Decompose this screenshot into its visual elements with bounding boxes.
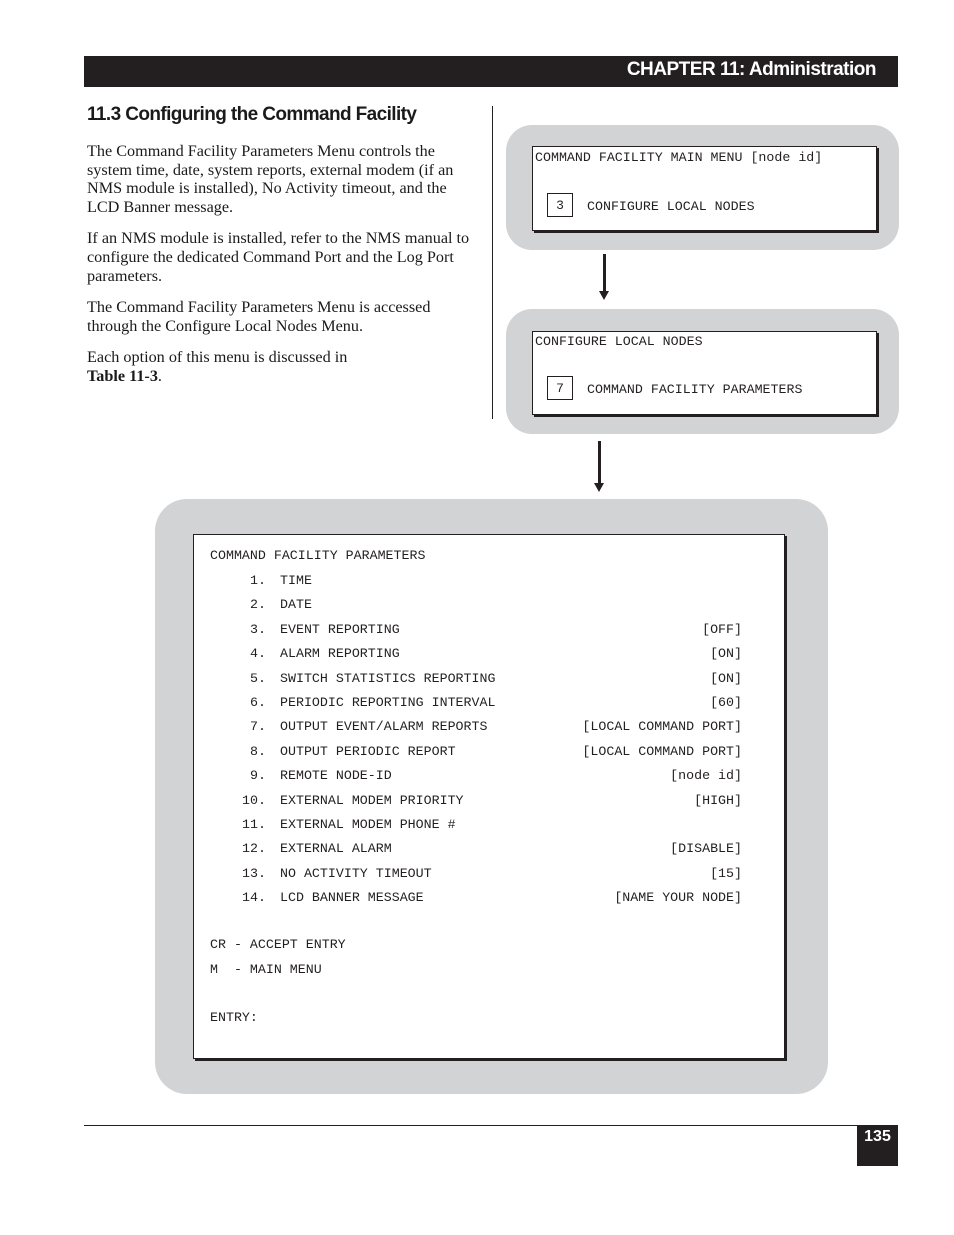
parameter-label: OUTPUT EVENT/ALARM REPORTS [280,719,488,735]
parameter-value: [LOCAL COMMAND PORT] [582,743,742,759]
parameter-number: 6. [250,695,266,710]
table-reference: Table 11-3 [87,366,158,385]
parameter-label: OUTPUT PERIODIC REPORT [280,743,456,759]
parameter-label: EVENT REPORTING [280,621,400,637]
page-number-box [857,1125,898,1166]
parameter-value: [OFF] [702,621,742,637]
parameter-label: LCD BANNER MESSAGE [280,890,424,906]
parameter-label: REMOTE NODE-ID [280,768,392,784]
parameter-label: SWITCH STATISTICS REPORTING [280,670,496,686]
parameter-label: EXTERNAL ALARM [280,841,392,857]
down-arrow-icon [598,441,601,484]
main-menu-option-label: CONFIGURE LOCAL NODES [587,199,755,214]
accept-entry-command: CR - ACCEPT ENTRY [210,937,346,952]
parameter-value: [60] [710,695,742,710]
main-menu-screen [532,146,877,231]
parameter-number: 5. [250,670,266,686]
parameter-number: 2. [250,597,266,613]
parameter-value: [LOCAL COMMAND PORT] [582,719,742,735]
parameter-number: 8. [250,743,266,759]
local-nodes-option-label: COMMAND FACILITY PARAMETERS [587,382,803,397]
local-nodes-screen [532,331,877,415]
section-title: 11.3 Configuring the Command Facility [87,104,417,125]
main-menu-panel [506,125,899,250]
parameters-screen [193,534,785,1059]
parameter-label: ALARM REPORTING [280,646,400,662]
parameter-number: 11. [242,817,266,832]
parameter-label: NO ACTIVITY TIMEOUT [280,865,432,881]
main-menu-title: COMMAND FACILITY MAIN MENU [node id] [535,150,823,165]
chapter-title: CHAPTER 11: Administration [626,59,876,80]
parameter-label: PERIODIC REPORTING INTERVAL [280,695,496,710]
parameter-label: TIME [280,573,312,588]
parameter-value: [ON] [710,646,742,662]
paragraph-4-text: Each option of this menu is discussed in [87,348,348,367]
local-nodes-panel [506,309,899,434]
parameter-number: 7. [250,719,266,735]
parameter-number: 9. [250,768,266,784]
parameter-number: 4. [250,646,266,662]
parameter-number: 12. [242,841,266,857]
parameters-panel [155,499,828,1094]
parameter-number: 13. [242,865,266,881]
parameter-value: [DISABLE] [670,841,742,857]
parameter-number: 3. [250,621,266,637]
main-menu-command: M - MAIN MENU [210,962,322,977]
parameters-title: COMMAND FACILITY PARAMETERS [210,548,426,563]
parameter-label: DATE [280,597,312,613]
paragraph-4 [87,348,482,385]
parameter-value: [NAME YOUR NODE] [614,890,742,906]
parameter-value: [ON] [710,670,742,686]
parameter-label: EXTERNAL MODEM PRIORITY [280,792,464,808]
paragraph-4-suffix: . [157,366,162,385]
down-arrow-icon [603,254,606,292]
entry-prompt: ENTRY: [210,1010,258,1025]
parameter-value: [HIGH] [694,792,742,808]
paragraph-2: If an NMS module is installed, refer to the NMS manual to configure the dedicated Command Port and the Log Port parameters. [87,229,470,285]
footer-rule [84,1125,898,1126]
parameter-number: 1. [250,573,266,588]
main-menu-option-number: 3 [547,193,573,217]
local-nodes-option-number: 7 [547,376,573,400]
paragraph-3: The Command Facility Parameters Menu is accessed through the Configure Local Nodes Menu. [87,298,431,335]
chapter-header [84,56,898,87]
local-nodes-title: CONFIGURE LOCAL NODES [535,334,703,349]
parameter-label: EXTERNAL MODEM PHONE # [280,817,456,832]
parameter-value: [15] [710,865,742,881]
column-divider [492,106,493,419]
body-text [87,142,482,399]
paragraph-1: The Command Facility Parameters Menu controls the system time, date, system reports, external modem (if an NMS module is installed), No Activity timeout, and the LCD Banner message. [87,142,454,216]
parameter-value: [node id] [670,768,742,784]
parameter-number: 14. [242,890,266,906]
parameter-number: 10. [242,792,266,808]
page-number: 135 [864,1128,891,1145]
